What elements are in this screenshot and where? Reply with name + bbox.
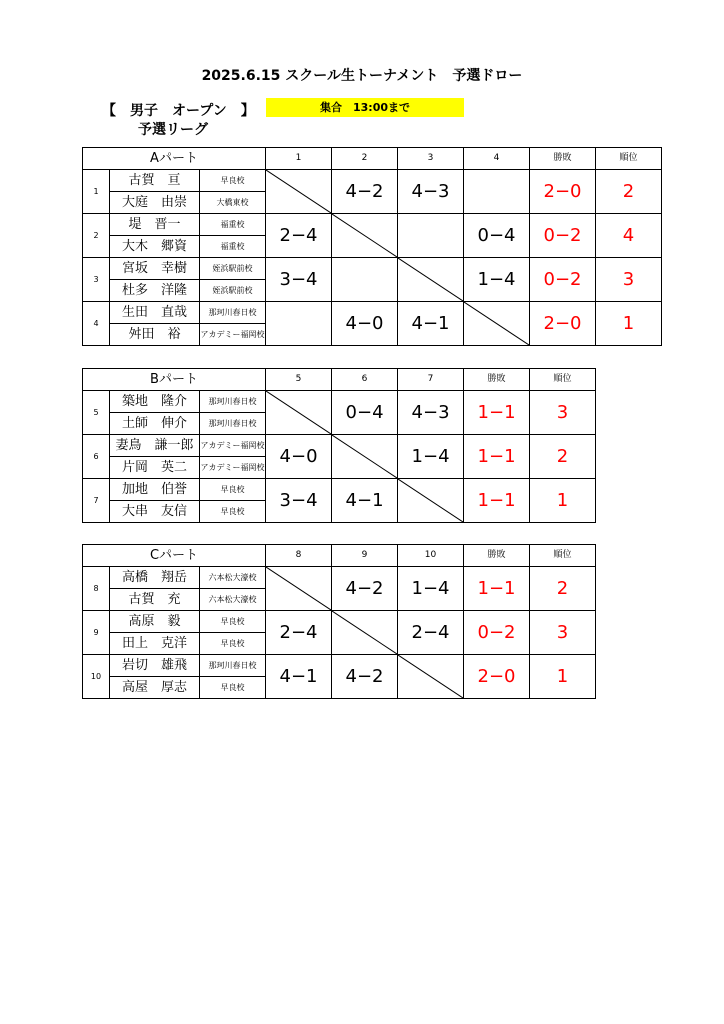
school-name: 早良校 xyxy=(200,479,266,501)
self-match-diagonal xyxy=(398,258,463,301)
rank-header: 順位 xyxy=(530,545,596,567)
school-name: 早良校 xyxy=(200,633,266,655)
league-table-3 xyxy=(82,544,596,699)
score-cell: 2−4 xyxy=(266,611,332,655)
score-cell: 1−4 xyxy=(398,435,464,479)
entry-number: 8 xyxy=(83,567,110,611)
table-row xyxy=(83,655,596,677)
column-header: 5 xyxy=(266,369,332,391)
page-title: 2025.6.15 スクール生トーナメント 予選ドロー xyxy=(201,68,523,84)
school-name: 大橋東校 xyxy=(200,192,266,214)
column-header: 4 xyxy=(464,148,530,170)
score-cell: 1−4 xyxy=(464,258,530,302)
school-name: 福重校 xyxy=(200,236,266,258)
column-header: 7 xyxy=(398,369,464,391)
player-name: 舛田 裕 xyxy=(110,324,200,346)
score-cell: 2−4 xyxy=(266,214,332,258)
column-header: 2 xyxy=(332,148,398,170)
win-loss-record: 0−2 xyxy=(464,611,530,655)
league-table-1 xyxy=(82,147,662,346)
entry-number: 2 xyxy=(83,214,110,258)
player-name: 田上 克洋 xyxy=(110,633,200,655)
entry-number: 7 xyxy=(83,479,110,523)
column-header: 8 xyxy=(266,545,332,567)
table-row xyxy=(83,258,662,280)
school-name: アカデミー福岡校 xyxy=(200,324,266,346)
entry-number: 1 xyxy=(83,170,110,214)
table-row xyxy=(83,214,662,236)
self-match-diagonal xyxy=(332,214,397,257)
score-cell xyxy=(266,302,332,346)
column-header: 10 xyxy=(398,545,464,567)
rank-header: 順位 xyxy=(530,369,596,391)
player-name: 妻鳥 謙一郎 xyxy=(110,435,200,457)
score-cell: 4−1 xyxy=(332,479,398,523)
score-cell: 3−4 xyxy=(266,479,332,523)
score-cell: 0−4 xyxy=(332,391,398,435)
win-loss-record: 0−2 xyxy=(530,214,596,258)
player-name: 築地 隆介 xyxy=(110,391,200,413)
player-name: 古賀 充 xyxy=(110,589,200,611)
player-name: 大串 友信 xyxy=(110,501,200,523)
self-match-diagonal xyxy=(398,479,463,522)
school-name: 姪浜駅前校 xyxy=(200,258,266,280)
school-name: 那珂川春日校 xyxy=(200,302,266,324)
column-header: 3 xyxy=(398,148,464,170)
table-row xyxy=(83,391,596,413)
score-cell xyxy=(398,214,464,258)
win-loss-record: 1−1 xyxy=(464,391,530,435)
rank-value: 3 xyxy=(596,258,662,302)
column-header: 9 xyxy=(332,545,398,567)
win-loss-record: 0−2 xyxy=(530,258,596,302)
school-name: 早良校 xyxy=(200,501,266,523)
player-name: 高原 毅 xyxy=(110,611,200,633)
self-match-cell xyxy=(398,258,464,302)
table-row xyxy=(83,170,662,192)
school-name: アカデミー福岡校 xyxy=(200,457,266,479)
result-header: 勝敗 xyxy=(530,148,596,170)
entry-number: 3 xyxy=(83,258,110,302)
score-cell: 4−1 xyxy=(266,655,332,699)
entry-number: 5 xyxy=(83,391,110,435)
table-row xyxy=(83,611,596,633)
rank-value: 2 xyxy=(596,170,662,214)
rank-value: 3 xyxy=(530,391,596,435)
player-name: 宮坂 幸樹 xyxy=(110,258,200,280)
player-name: 岩切 雄飛 xyxy=(110,655,200,677)
league-table-2 xyxy=(82,368,596,523)
score-cell: 4−0 xyxy=(266,435,332,479)
self-match-cell xyxy=(266,391,332,435)
table-row xyxy=(83,302,662,324)
self-match-diagonal xyxy=(464,302,529,345)
score-cell: 4−1 xyxy=(398,302,464,346)
score-cell: 4−2 xyxy=(332,170,398,214)
table-header-row xyxy=(83,545,596,567)
rank-value: 1 xyxy=(530,655,596,699)
score-cell: 4−2 xyxy=(332,567,398,611)
school-name: 六本松大濠校 xyxy=(200,589,266,611)
player-name: 土師 伸介 xyxy=(110,413,200,435)
category-label: 【 男子 オープン 】 xyxy=(102,103,255,119)
result-header: 勝敗 xyxy=(464,369,530,391)
part-title: Aパート xyxy=(83,148,266,170)
rank-value: 3 xyxy=(530,611,596,655)
school-name: 那珂川春日校 xyxy=(200,413,266,435)
player-name: 大木 郷資 xyxy=(110,236,200,258)
rank-header: 順位 xyxy=(596,148,662,170)
entry-number: 9 xyxy=(83,611,110,655)
win-loss-record: 2−0 xyxy=(530,170,596,214)
score-cell: 4−3 xyxy=(398,391,464,435)
self-match-cell xyxy=(332,214,398,258)
result-header: 勝敗 xyxy=(464,545,530,567)
self-match-diagonal xyxy=(398,655,463,698)
win-loss-record: 2−0 xyxy=(530,302,596,346)
win-loss-record: 1−1 xyxy=(464,567,530,611)
self-match-cell xyxy=(398,479,464,523)
table-header-row xyxy=(83,148,662,170)
self-match-cell xyxy=(266,567,332,611)
rank-value: 2 xyxy=(530,435,596,479)
rank-value: 4 xyxy=(596,214,662,258)
self-match-diagonal xyxy=(266,567,331,610)
table-row xyxy=(83,479,596,501)
league-subtitle: 予選リーグ xyxy=(138,122,208,138)
win-loss-record: 1−1 xyxy=(464,435,530,479)
table-row xyxy=(83,567,596,589)
player-name: 生田 直哉 xyxy=(110,302,200,324)
self-match-cell xyxy=(332,435,398,479)
entry-number: 6 xyxy=(83,435,110,479)
player-name: 堤 晋一 xyxy=(110,214,200,236)
rank-value: 1 xyxy=(530,479,596,523)
player-name: 古賀 亘 xyxy=(110,170,200,192)
meeting-time-banner: 集合 13:00まで xyxy=(266,98,464,117)
part-title: Cパート xyxy=(83,545,266,567)
self-match-diagonal xyxy=(332,435,397,478)
school-name: 六本松大濠校 xyxy=(200,567,266,589)
score-cell: 2−4 xyxy=(398,611,464,655)
player-name: 大庭 由崇 xyxy=(110,192,200,214)
player-name: 高橋 翔岳 xyxy=(110,567,200,589)
school-name: 福重校 xyxy=(200,214,266,236)
score-cell xyxy=(332,258,398,302)
score-cell: 4−3 xyxy=(398,170,464,214)
win-loss-record: 1−1 xyxy=(464,479,530,523)
school-name: 早良校 xyxy=(200,170,266,192)
win-loss-record: 2−0 xyxy=(464,655,530,699)
score-cell: 4−2 xyxy=(332,655,398,699)
table-row xyxy=(83,435,596,457)
column-header: 6 xyxy=(332,369,398,391)
school-name: アカデミー福岡校 xyxy=(200,435,266,457)
school-name: 那珂川春日校 xyxy=(200,655,266,677)
table-header-row xyxy=(83,369,596,391)
entry-number: 10 xyxy=(83,655,110,699)
player-name: 加地 伯誉 xyxy=(110,479,200,501)
self-match-cell xyxy=(398,655,464,699)
entry-number: 4 xyxy=(83,302,110,346)
school-name: 早良校 xyxy=(200,611,266,633)
player-name: 杜多 洋隆 xyxy=(110,280,200,302)
score-cell: 0−4 xyxy=(464,214,530,258)
rank-value: 2 xyxy=(530,567,596,611)
school-name: 那珂川春日校 xyxy=(200,391,266,413)
self-match-cell xyxy=(332,611,398,655)
score-cell: 3−4 xyxy=(266,258,332,302)
player-name: 高屋 厚志 xyxy=(110,677,200,699)
player-name: 片岡 英二 xyxy=(110,457,200,479)
score-cell: 1−4 xyxy=(398,567,464,611)
column-header: 1 xyxy=(266,148,332,170)
score-cell xyxy=(464,170,530,214)
self-match-diagonal xyxy=(332,611,397,654)
self-match-diagonal xyxy=(266,170,331,213)
school-name: 姪浜駅前校 xyxy=(200,280,266,302)
score-cell: 4−0 xyxy=(332,302,398,346)
school-name: 早良校 xyxy=(200,677,266,699)
part-title: Bパート xyxy=(83,369,266,391)
self-match-diagonal xyxy=(266,391,331,434)
self-match-cell xyxy=(464,302,530,346)
self-match-cell xyxy=(266,170,332,214)
rank-value: 1 xyxy=(596,302,662,346)
